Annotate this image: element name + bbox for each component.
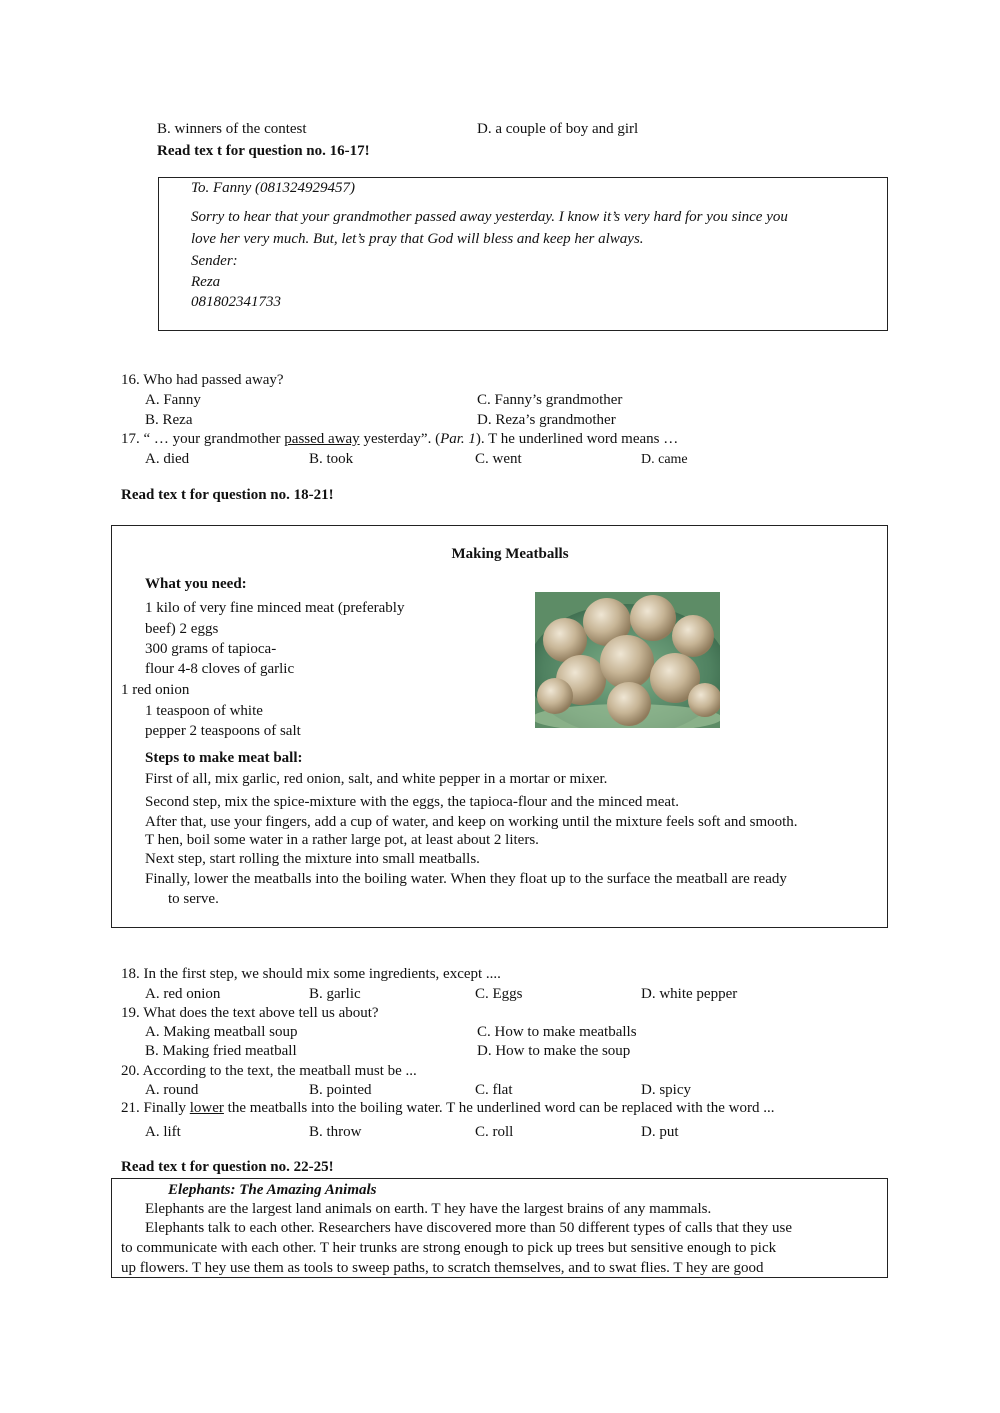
q16-option-a: A. Fanny xyxy=(145,392,201,408)
q21-option-d: D. put xyxy=(641,1124,679,1140)
q21-option-b: B. throw xyxy=(309,1124,362,1140)
q17-prefix: 17. “ … your grandmother xyxy=(121,431,285,447)
q16-option-c: C. Fanny’s grandmother xyxy=(477,392,623,408)
recipe-step: Second step, mix the spice-mixture with the eggs, the tapioca-flour and the minced meat. xyxy=(145,794,680,810)
q17-option-d: D. came xyxy=(641,452,688,467)
sms-to: To. Fanny (081324929457) xyxy=(191,180,356,196)
q19-option-b: B. Making fried meatball xyxy=(145,1043,297,1059)
q18-option-d: D. white pepper xyxy=(641,986,738,1002)
q20-option-c: C. flat xyxy=(475,1082,513,1098)
question-21 xyxy=(121,1098,774,1118)
option-b-winners: B. winners of the contest xyxy=(157,121,307,137)
question-16: 16. Who had passed away? xyxy=(121,372,284,388)
ingredient-item: 1 kilo of very fine minced meat (preferably xyxy=(145,600,405,616)
elephants-line: Elephants talk to each other. Researchers have discovered more than 50 different types of calls that they use xyxy=(145,1220,792,1236)
heading-18-21: Read tex t for question no. 18-21! xyxy=(121,487,334,503)
question-20: 20. According to the text, the meatball must be ... xyxy=(121,1063,417,1079)
q21-prefix: 21. Finally xyxy=(121,1100,190,1116)
sms-sender-name: Reza xyxy=(191,274,221,290)
recipe-step: Finally, lower the meatballs into the boiling water. When they float up to the surface the meatball are ready xyxy=(145,871,787,887)
meatball-illustration xyxy=(535,592,720,728)
question-18: 18. In the first step, we should mix some ingredients, except .... xyxy=(121,966,501,982)
elephants-line: Elephants are the largest land animals on earth. T hey have the largest brains of any mammals. xyxy=(145,1201,712,1217)
recipe-step: Next step, start rolling the mixture into small meatballs. xyxy=(145,851,480,867)
sms-body-line2: love her very much. But, let’s pray that God will bless and keep her always. xyxy=(191,231,644,247)
q20-option-d: D. spicy xyxy=(641,1082,691,1098)
elephants-line: to communicate with each other. T heir trunks are strong enough to pick up trees but sensitive enough to pick xyxy=(121,1240,777,1256)
q21-option-a: A. lift xyxy=(145,1124,181,1140)
question-17 xyxy=(121,429,678,449)
sms-sender-label: Sender: xyxy=(191,253,238,269)
q17-ref: Par. 1 xyxy=(440,431,476,447)
ingredient-item: beef) 2 eggs xyxy=(145,621,219,637)
q21-suffix: the meatballs into the boiling water. T he underlined word can be replaced with the word ... xyxy=(223,1100,775,1116)
ingredient-item: flour 4-8 cloves of garlic xyxy=(145,661,295,677)
q21-underlined: lower xyxy=(189,1100,224,1116)
q19-option-c: C. How to make meatballs xyxy=(477,1024,637,1040)
elephants-line: up flowers. T hey use them as tools to sweep paths, to scratch themselves, and to swat flies. T hey are good xyxy=(121,1260,764,1276)
recipe-step: After that, use your fingers, add a cup of water, and keep on working until the mixture feels soft and smooth. xyxy=(145,814,798,830)
ingredient-item: 1 teaspoon of white xyxy=(145,703,263,719)
meatball-photo xyxy=(535,592,720,728)
recipe-step: to serve. xyxy=(168,891,219,907)
q17-underlined: passed away xyxy=(284,431,360,447)
question-19: 19. What does the text above tell us about? xyxy=(121,1005,379,1021)
recipe-title: Making Meatballs xyxy=(451,546,569,562)
recipe-steps-heading: Steps to make meat ball: xyxy=(145,750,303,766)
sms-body-line1: Sorry to hear that your grandmother passed away yesterday. I know it’s very hard for you since you xyxy=(191,209,788,225)
q18-option-c: C. Eggs xyxy=(475,986,523,1002)
q16-option-b: B. Reza xyxy=(145,412,193,428)
q17-option-a: A. died xyxy=(145,451,190,467)
ingredient-item: 300 grams of tapioca- xyxy=(145,641,277,657)
q17-suffix: ). T he underlined word means … xyxy=(475,431,679,447)
q17-option-c: C. went xyxy=(475,451,522,467)
q18-option-b: B. garlic xyxy=(309,986,361,1002)
q19-option-a: A. Making meatball soup xyxy=(145,1024,298,1040)
q21-option-c: C. roll xyxy=(475,1124,514,1140)
elephants-title: Elephants: The Amazing Animals xyxy=(168,1182,377,1198)
recipe-step: T hen, boil some water in a rather large pot, at least about 2 liters. xyxy=(145,832,539,848)
q17-mid: yesterday”. ( xyxy=(359,431,441,447)
ingredient-item: pepper 2 teaspoons of salt xyxy=(145,723,301,739)
q20-option-b: B. pointed xyxy=(309,1082,372,1098)
ingredient-item: 1 red onion xyxy=(121,682,190,698)
recipe-step: First of all, mix garlic, red onion, salt, and white pepper in a mortar or mixer. xyxy=(145,771,608,787)
heading-22-25: Read tex t for question no. 22-25! xyxy=(121,1159,334,1175)
q18-option-a: A. red onion xyxy=(145,986,221,1002)
sms-sender-number: 081802341733 xyxy=(191,294,281,310)
q16-option-d: D. Reza’s grandmother xyxy=(477,412,616,428)
q17-option-b: B. took xyxy=(309,451,354,467)
q19-option-d: D. How to make the soup xyxy=(477,1043,631,1059)
option-d-couple: D. a couple of boy and girl xyxy=(477,121,639,137)
heading-16-17: Read tex t for question no. 16-17! xyxy=(157,143,370,159)
q20-option-a: A. round xyxy=(145,1082,199,1098)
recipe-need-heading: What you need: xyxy=(145,576,247,592)
